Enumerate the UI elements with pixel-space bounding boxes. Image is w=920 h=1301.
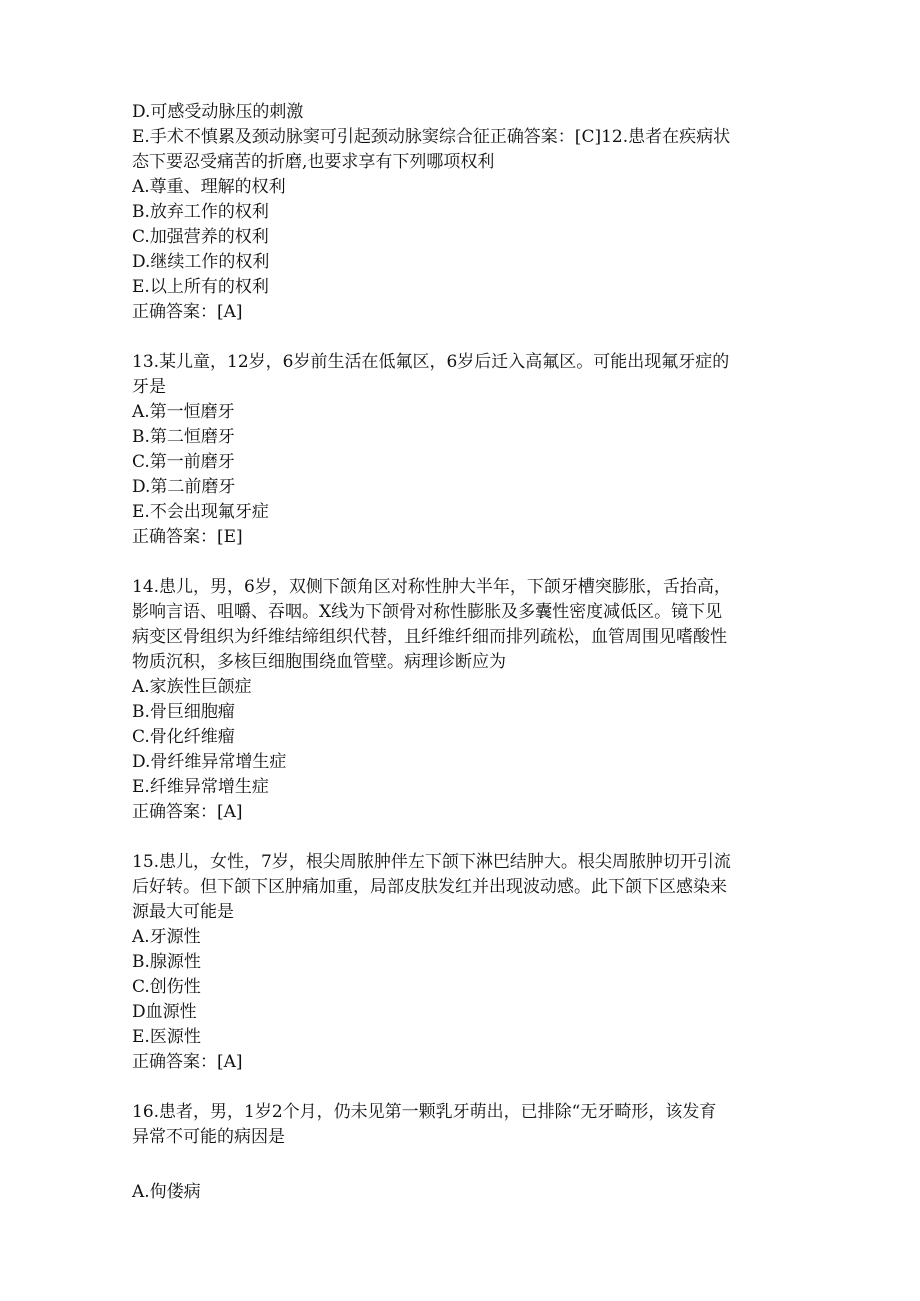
q12-answer: 正确答案：[A] [132,302,243,322]
q13-answer: 正确答案：[E] [132,527,243,547]
q13-option-e: E.不会出现氟牙症 [132,502,269,522]
q14-option-b: B.骨巨细胞瘤 [132,702,235,722]
q14-stem-line-1: 14.患儿，男，6岁，双侧下颌角区对称性肿大半年，下颌牙槽突膨胀，舌抬高， [132,577,731,597]
spacer [132,1150,792,1180]
q13-option-d: D.第二前磨牙 [132,477,236,497]
q14-stem-line-3: 病变区骨组织为纤维结缔组织代替，且纤维纤细而排列疏松，血管周围见嗜酸性 [132,627,727,647]
q13-stem-line-2: 牙是 [132,377,166,397]
q15-stem-line-1: 15.患儿，女性，7岁，根尖周脓肿伴左下颌下淋巴结肿大。根尖周脓肿切开引流 [132,852,731,872]
q11-option-d: D.可感受动脉压的刺激 [132,102,304,122]
q15-stem-line-3: 源最大可能是 [132,902,234,922]
q12-option-d: D.继续工作的权利 [132,252,270,272]
document-page [132,100,792,1205]
q16-stem-line-2: 异常不可能的病因是 [132,1127,285,1147]
spacer [132,325,792,350]
q15-option-e: E.医源性 [132,1027,201,1047]
q13-stem-line-1: 13.某儿童，12岁，6岁前生活在低氟区，6岁后迁入高氟区。可能出现氟牙症的 [132,352,730,372]
spacer [132,550,792,575]
q14-option-d: D.骨纤维异常增生症 [132,752,287,772]
q13-option-a: A.第一恒磨牙 [132,402,235,422]
q12-option-b: B.放弃工作的权利 [132,202,269,222]
q15-option-b: B.腺源性 [132,952,201,972]
spacer [132,1075,792,1100]
q15-stem-line-2: 后好转。但下颌下区肿痛加重，局部皮肤发红并出现波动感。此下颌下区感染来 [132,877,727,897]
q12-option-e: E.以上所有的权利 [132,277,269,297]
q11-option-e-q12-start: E.手术不慎累及颈动脉窦可引起颈动脉窦综合征正确答案：[C]12.患者在疾病状 [132,127,731,147]
q14-option-e: E.纤维异常增生症 [132,777,269,797]
q16-stem-line-1: 16.患者，男，1岁2个月，仍未见第一颗乳牙萌出，已排除“无牙畸形，该发育 [132,1102,717,1122]
q12-stem-line: 态下要忍受痛苦的折磨,也要求享有下列哪项权利 [132,152,495,172]
q13-option-c: C.第一前磨牙 [132,452,235,472]
q13-option-b: B.第二恒磨牙 [132,427,235,447]
q15-option-a: A.牙源性 [132,927,201,947]
q14-option-c: C.骨化纤维瘤 [132,727,235,747]
q14-option-a: A.家族性巨颌症 [132,677,252,697]
spacer [132,825,792,850]
q15-option-c: C.创伤性 [132,977,201,997]
q14-stem-line-2: 影响言语、咀嚼、吞咽。X线为下颌骨对称性膨胀及多囊性密度减低区。镜下见 [132,602,723,622]
q14-stem-line-4: 物质沉积，多核巨细胞围绕血管壁。病理诊断应为 [132,652,506,672]
q15-option-d: D血源性 [132,1002,197,1022]
q14-answer: 正确答案：[A] [132,802,243,822]
q12-option-a: A.尊重、理解的权利 [132,177,286,197]
q15-answer: 正确答案：[A] [132,1052,243,1072]
q16-option-a: A.佝偻病 [132,1182,201,1202]
q12-option-c: C.加强营养的权利 [132,227,269,247]
